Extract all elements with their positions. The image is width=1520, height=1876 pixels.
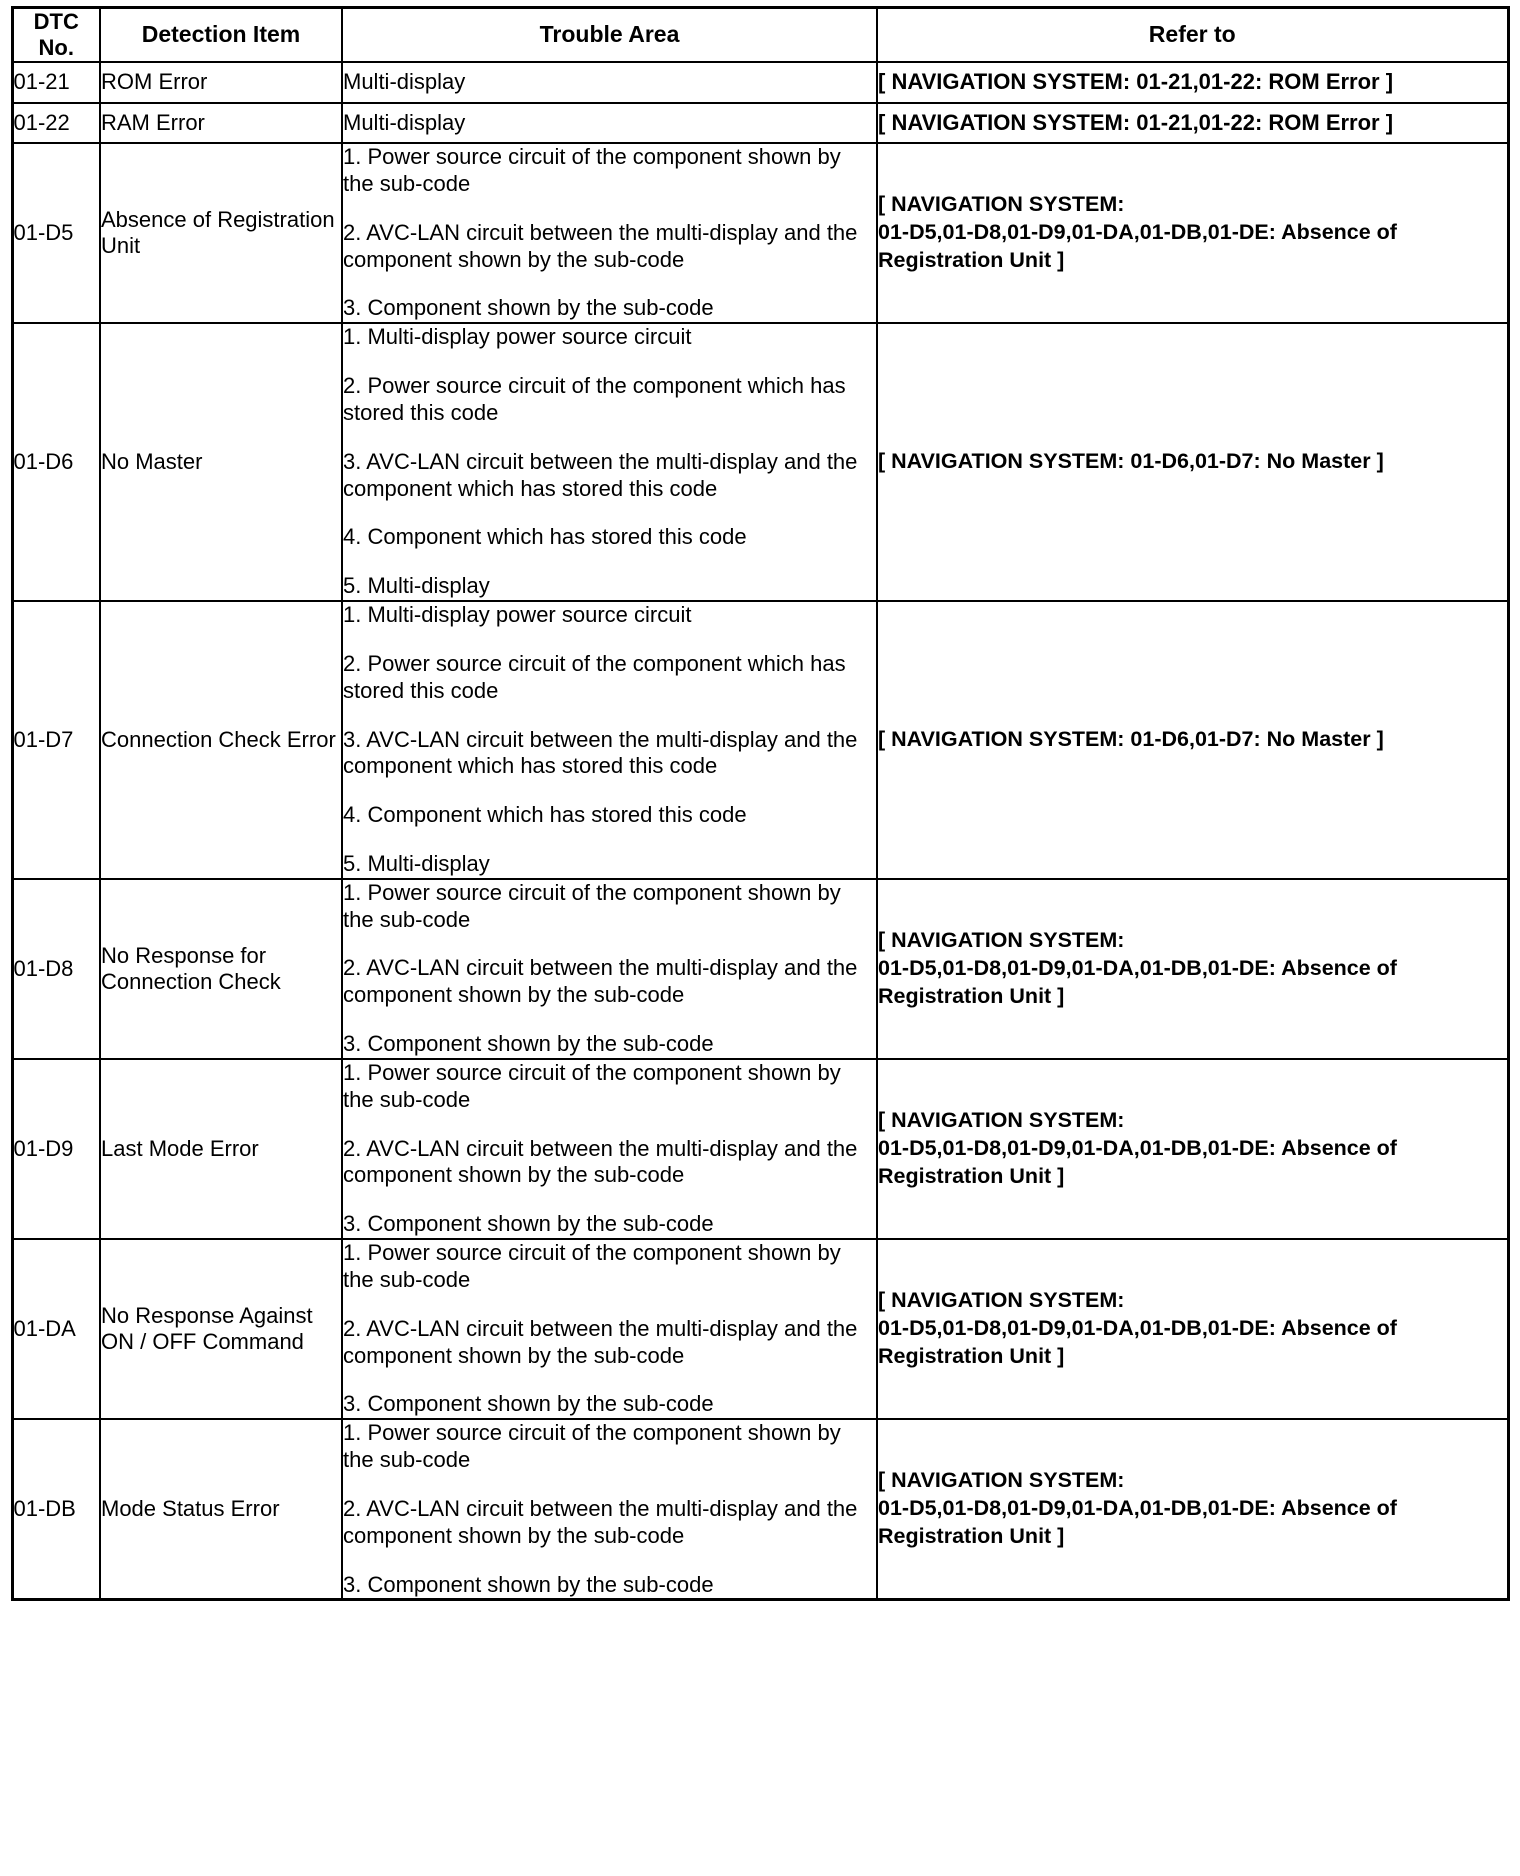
column-header-dtc-line1: DTC	[33, 9, 79, 34]
trouble-area-item: 1. Power source circuit of the component shown by the sub-code	[343, 144, 841, 196]
table-body	[12, 62, 1508, 1600]
cell-dtc-no: 01-D7	[12, 601, 100, 879]
table-header	[12, 8, 1508, 62]
trouble-area-item: 1. Power source circuit of the component shown by the sub-code	[343, 1420, 841, 1473]
table-row	[12, 1059, 1508, 1239]
refer-to-line: 01-D5,01-D8,01-D9,01-DA,01-DB,01-DE: Absence of	[878, 220, 1397, 245]
trouble-area-item: 3. AVC-LAN circuit between the multi-display and the component which has stored this code	[343, 726, 858, 779]
trouble-area-item: 4. Component which has stored this code	[343, 802, 747, 828]
cell-refer-to	[877, 143, 1508, 323]
refer-to-line: Registration Unit ]	[878, 1524, 1065, 1549]
trouble-area-item: 1. Power source circuit of the component shown by the sub-code	[343, 1240, 841, 1292]
trouble-area-list	[343, 1060, 876, 1238]
refer-to-line: 01-D5,01-D8,01-D9,01-DA,01-DB,01-DE: Absence of	[878, 1316, 1397, 1341]
cell-trouble-area	[342, 1419, 877, 1600]
table-header-row	[12, 8, 1508, 62]
cell-detection-item: No Response Against ON / OFF Command	[100, 1239, 342, 1419]
refer-to-line: 01-D5,01-D8,01-D9,01-DA,01-DB,01-DE: Absence of	[878, 955, 1397, 980]
refer-to-line: Registration Unit ]	[878, 983, 1065, 1008]
cell-dtc-no: 01-D5	[12, 143, 100, 323]
cell-dtc-no: 01-D8	[12, 879, 100, 1059]
cell-refer-to	[877, 1239, 1508, 1419]
table-row	[12, 143, 1508, 323]
trouble-area-item: 3. Component shown by the sub-code	[343, 1211, 714, 1237]
column-header-refer-to: Refer to	[877, 8, 1508, 62]
table-row	[12, 62, 1508, 103]
refer-to-line: [ NAVIGATION SYSTEM:	[878, 192, 1125, 217]
trouble-area-item: 2. AVC-LAN circuit between the multi-display and the component shown by the sub-code	[343, 219, 858, 272]
cell-dtc-no: 01-D6	[12, 323, 100, 601]
refer-to-line: [ NAVIGATION SYSTEM: 01-21,01-22: ROM Error ]	[878, 68, 1394, 94]
cell-detection-item: No Response for Connection Check	[100, 879, 342, 1059]
cell-trouble-area	[342, 879, 877, 1059]
trouble-area-item: 1. Multi-display power source circuit	[343, 602, 692, 628]
refer-to-line: 01-D5,01-D8,01-D9,01-DA,01-DB,01-DE: Absence of	[878, 1136, 1397, 1161]
table-row	[12, 1239, 1508, 1419]
refer-to-line: [ NAVIGATION SYSTEM: 01-21,01-22: ROM Error ]	[878, 109, 1394, 135]
trouble-area-item: 5. Multi-display	[343, 851, 490, 876]
cell-detection-item: Absence of Registration Unit	[100, 143, 342, 323]
trouble-area-item: 2. AVC-LAN circuit between the multi-display and the component shown by the sub-code	[343, 955, 858, 1008]
trouble-area-list	[343, 1240, 876, 1418]
trouble-area-item: 2. AVC-LAN circuit between the multi-display and the component shown by the sub-code	[343, 1495, 858, 1548]
cell-detection-item: Connection Check Error	[100, 601, 342, 879]
trouble-area-list	[343, 880, 876, 1058]
cell-trouble-area: Multi-display	[342, 103, 877, 144]
trouble-area-item: 3. Component shown by the sub-code	[343, 1571, 714, 1597]
cell-refer-to	[877, 1419, 1508, 1600]
cell-detection-item: RAM Error	[100, 103, 342, 144]
trouble-area-item: 1. Power source circuit of the component shown by the sub-code	[343, 879, 841, 932]
cell-detection-item: ROM Error	[100, 62, 342, 103]
trouble-area-item: 2. Power source circuit of the component which has stored this code	[343, 650, 846, 703]
cell-detection-item: Mode Status Error	[100, 1419, 342, 1600]
trouble-area-item: 3. Component shown by the sub-code	[343, 295, 714, 321]
cell-refer-to	[877, 323, 1508, 601]
trouble-area-list	[343, 324, 876, 600]
cell-refer-to	[877, 1059, 1508, 1239]
trouble-area-item: 4. Component which has stored this code	[343, 524, 747, 550]
refer-to-line: [ NAVIGATION SYSTEM: 01-D6,01-D7: No Master ]	[878, 726, 1384, 751]
cell-dtc-no: 01-22	[12, 103, 100, 144]
trouble-area-item: 5. Multi-display	[343, 573, 490, 599]
cell-trouble-area	[342, 1059, 877, 1239]
table-row	[12, 323, 1508, 601]
refer-to-line: [ NAVIGATION SYSTEM:	[878, 1108, 1125, 1133]
refer-to-line: Registration Unit ]	[878, 1344, 1065, 1369]
cell-dtc-no: 01-21	[12, 62, 100, 103]
column-header-dtc-line2: No.	[38, 34, 74, 60]
cell-trouble-area	[342, 323, 877, 601]
trouble-area-list	[343, 602, 876, 878]
refer-to-line: Registration Unit ]	[878, 248, 1065, 273]
table-row	[12, 103, 1508, 144]
refer-to-line: [ NAVIGATION SYSTEM: 01-D6,01-D7: No Master ]	[878, 449, 1384, 474]
refer-to-line: [ NAVIGATION SYSTEM:	[878, 1288, 1125, 1313]
trouble-area-item: 3. AVC-LAN circuit between the multi-display and the component which has stored this code	[343, 448, 858, 501]
table-row	[12, 1419, 1508, 1600]
cell-refer-to	[877, 62, 1508, 103]
dtc-table	[11, 6, 1510, 1601]
trouble-area-item: 3. Component shown by the sub-code	[343, 1031, 714, 1057]
refer-to-line: Registration Unit ]	[878, 1164, 1065, 1188]
cell-trouble-area: Multi-display	[342, 62, 877, 103]
table-row	[12, 879, 1508, 1059]
trouble-area-item: 1. Multi-display power source circuit	[343, 324, 692, 350]
trouble-area-item: 1. Power source circuit of the component shown by the sub-code	[343, 1059, 841, 1112]
refer-to-line: [ NAVIGATION SYSTEM:	[878, 1468, 1125, 1493]
cell-refer-to	[877, 601, 1508, 879]
cell-trouble-area	[342, 143, 877, 323]
column-header-trouble-area: Trouble Area	[342, 8, 877, 62]
cell-trouble-area	[342, 1239, 877, 1419]
trouble-area-list	[343, 144, 876, 322]
trouble-area-item: 3. Component shown by the sub-code	[343, 1391, 714, 1417]
cell-refer-to	[877, 879, 1508, 1059]
refer-to-line: 01-D5,01-D8,01-D9,01-DA,01-DB,01-DE: Absence of	[878, 1496, 1397, 1521]
trouble-area-item: 2. AVC-LAN circuit between the multi-display and the component shown by the sub-code	[343, 1135, 858, 1188]
column-header-detection-item: Detection Item	[100, 8, 342, 62]
trouble-area-item: 2. Power source circuit of the component which has stored this code	[343, 373, 846, 425]
cell-trouble-area	[342, 601, 877, 879]
cell-dtc-no: 01-DA	[12, 1239, 100, 1419]
cell-detection-item: Last Mode Error	[100, 1059, 342, 1239]
cell-dtc-no: 01-D9	[12, 1059, 100, 1239]
cell-detection-item: No Master	[100, 323, 342, 601]
trouble-area-list	[343, 1420, 876, 1598]
trouble-area-item: 2. AVC-LAN circuit between the multi-display and the component shown by the sub-code	[343, 1315, 858, 1368]
table-row	[12, 601, 1508, 879]
column-header-dtc-no	[12, 8, 100, 62]
refer-to-line: [ NAVIGATION SYSTEM:	[878, 927, 1125, 952]
cell-refer-to	[877, 103, 1508, 144]
cell-dtc-no: 01-DB	[12, 1419, 100, 1600]
